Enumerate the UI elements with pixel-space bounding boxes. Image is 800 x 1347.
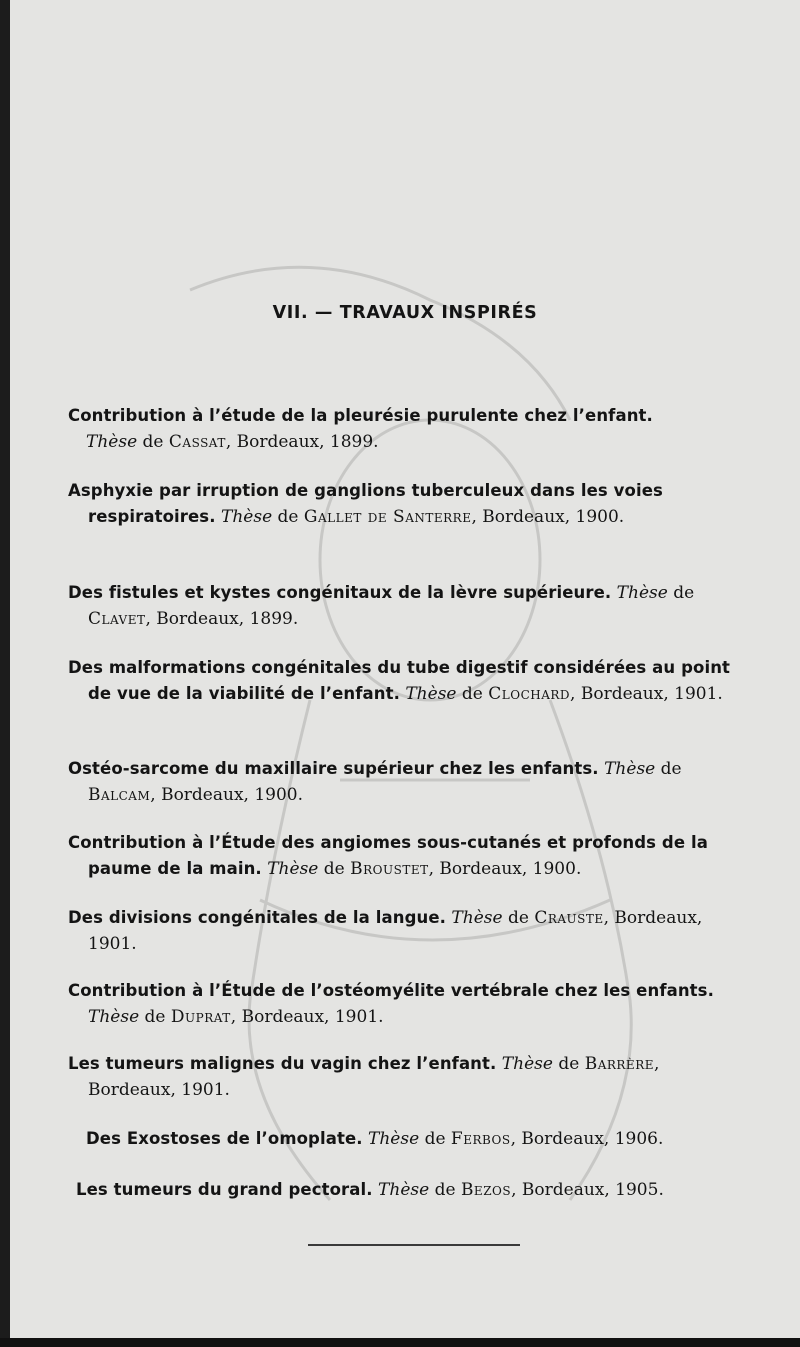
entry-subject: Des malformations congénitales du tube digestif considérées au point de vue de la viabilité de l’enfant. xyxy=(68,658,731,703)
entry-author: Clochard xyxy=(488,684,571,704)
entry-de: de xyxy=(424,1129,446,1149)
bibliography-entry xyxy=(68,478,738,530)
bibliography-entry xyxy=(68,580,738,632)
section-title: VII. — TRAVAUX INSPIRÉS xyxy=(272,303,538,323)
entry-de: de xyxy=(142,432,164,452)
these-label: Thèse xyxy=(378,1180,430,1200)
entry-subject: Les tumeurs du grand pectoral. xyxy=(76,1180,373,1199)
entry-subject: Des Exostoses de l’omoplate. xyxy=(86,1129,363,1148)
these-label: Thèse xyxy=(405,684,457,704)
entry-author: Crauste xyxy=(534,908,604,928)
bibliography-entry xyxy=(68,1051,738,1103)
entry-author: Bezos xyxy=(460,1180,512,1200)
scan-bottom-edge xyxy=(0,1338,800,1347)
entry-publication: , Bordeaux, 1901. xyxy=(230,1007,384,1027)
entry-subject: Ostéo-sarcome du maxillaire supérieur chez les enfants. xyxy=(68,759,599,778)
entry-subject: Contribution à l’étude de la pleurésie purulente chez l’enfant. xyxy=(68,406,653,425)
these-label: Thèse xyxy=(616,583,668,603)
entry-de: de xyxy=(434,1180,456,1200)
book-page xyxy=(10,0,800,1338)
entry-author: Duprat xyxy=(170,1007,231,1027)
entry-publication: , Bordeaux, 1901. xyxy=(88,1054,660,1100)
entry-publication: , Bordeaux, 1899. xyxy=(145,609,299,629)
end-rule xyxy=(308,1244,520,1246)
entry-author: Broustet xyxy=(350,859,429,879)
entry-publication: , Bordeaux, 1905. xyxy=(511,1180,664,1200)
entry-de: de xyxy=(673,583,695,603)
bibliography-entry xyxy=(68,978,738,1030)
entry-subject: Asphyxie par irruption de ganglions tuberculeux dans les voies respiratoires. xyxy=(68,481,663,526)
entry-author: Barrère xyxy=(584,1054,654,1074)
entry-de: de xyxy=(323,859,345,879)
these-label: Thèse xyxy=(451,908,503,928)
entry-publication: , Bordeaux, 1901. xyxy=(570,684,723,704)
entry-subject: Les tumeurs malignes du vagin chez l’enfant. xyxy=(68,1054,497,1073)
bibliography-entry xyxy=(76,1177,726,1203)
bibliography-entry xyxy=(68,655,738,707)
bibliography-entry xyxy=(68,830,738,882)
entry-de: de xyxy=(461,684,483,704)
these-label: Thèse xyxy=(86,432,138,452)
entry-publication: , Bordeaux, 1900. xyxy=(428,859,582,879)
entry-author: Balcam xyxy=(88,785,151,805)
scan-edge xyxy=(0,0,10,1347)
these-label: Thèse xyxy=(604,759,656,779)
bibliography-entry xyxy=(68,403,718,455)
bibliography-entry xyxy=(68,756,738,808)
entry-de: de xyxy=(660,759,682,779)
entry-publication: , Bordeaux, 1900. xyxy=(471,507,625,527)
entry-subject: Contribution à l’Étude de l’ostéomyélite vertébrale chez les enfants. xyxy=(68,981,714,1000)
entry-subject: Des divisions congénitales de la langue. xyxy=(68,908,446,927)
these-label: Thèse xyxy=(368,1129,420,1149)
these-label: Thèse xyxy=(501,1054,553,1074)
entry-publication: , Bordeaux, 1906. xyxy=(510,1129,664,1149)
entry-subject: Contribution à l’Étude des angiomes sous-cutanés et profonds de la paume de la main. xyxy=(68,833,708,878)
these-label: Thèse xyxy=(88,1007,140,1027)
entry-subject: Des fistules et kystes congénitaux de la lèvre supérieure. xyxy=(68,583,612,602)
entry-author: Cassat xyxy=(168,432,226,452)
entry-de: de xyxy=(558,1054,580,1074)
entry-author: Gallet de Santerre xyxy=(303,507,472,527)
entry-de: de xyxy=(507,908,529,928)
these-label: Thèse xyxy=(267,859,319,879)
entry-publication: , Bordeaux, 1900. xyxy=(150,785,304,805)
bibliography-entry xyxy=(86,1126,736,1152)
bibliography-entry xyxy=(68,905,738,957)
entry-publication: , Bordeaux, 1899. xyxy=(225,432,379,452)
entry-publication: , Bordeaux, 1901. xyxy=(88,908,703,954)
entry-de: de xyxy=(144,1007,166,1027)
entry-author: Clavet xyxy=(88,609,146,629)
these-label: Thèse xyxy=(221,507,273,527)
entry-de: de xyxy=(277,507,299,527)
entry-author: Ferbos xyxy=(450,1129,511,1149)
